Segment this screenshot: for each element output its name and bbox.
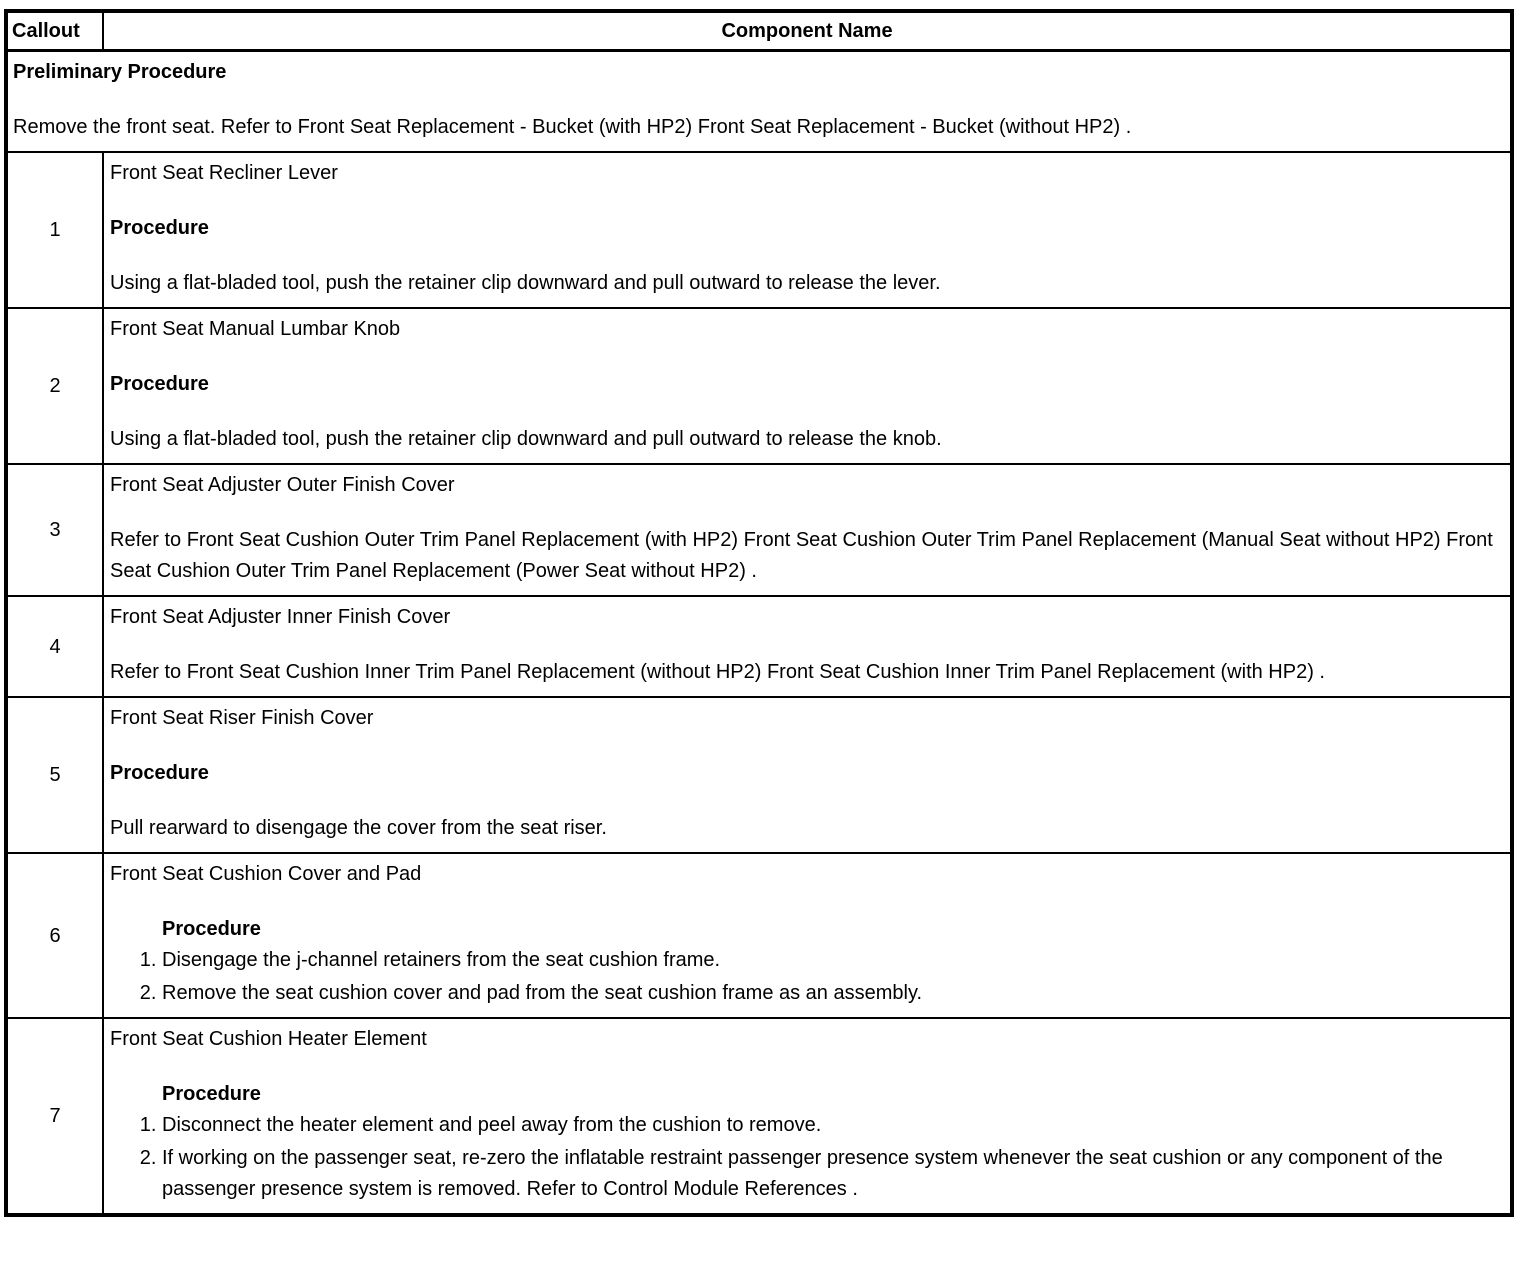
component-title: Front Seat Cushion Heater Element bbox=[110, 1028, 427, 1050]
procedure-label: Procedure bbox=[110, 373, 209, 395]
component-name-column-header: Component Name bbox=[103, 11, 1512, 51]
procedure-step: 2. Remove the seat cushion cover and pad from the seat cushion frame as an assembly. bbox=[162, 978, 1500, 1009]
callout-number: 1 bbox=[6, 152, 103, 308]
callout-number: 3 bbox=[6, 464, 103, 596]
component-title: Front Seat Recliner Lever bbox=[110, 162, 338, 184]
table-row-5 bbox=[6, 697, 1512, 853]
procedure-step: 1. Disengage the j-channel retainers from the seat cushion frame. bbox=[162, 945, 1500, 976]
component-cell bbox=[103, 853, 1512, 1018]
preliminary-procedure-row bbox=[6, 51, 1512, 153]
procedure-label: Procedure bbox=[110, 217, 209, 239]
table-row-6 bbox=[6, 853, 1512, 1018]
component-cell bbox=[103, 697, 1512, 853]
refer-text: Refer to Front Seat Cushion Outer Trim Panel Replacement (with HP2) Front Seat Cushion Outer Trim Panel Replacement (Manual Seat without HP2) Front Seat Cushion Outer Trim Panel Replacement (Power Seat without HP2) . bbox=[110, 529, 1493, 582]
procedure-text: Using a flat-bladed tool, push the retainer clip downward and pull outward to release the knob. bbox=[110, 428, 942, 450]
refer-text: Refer to Front Seat Cushion Inner Trim Panel Replacement (without HP2) Front Seat Cushion Inner Trim Panel Replacement (with HP2) . bbox=[110, 661, 1325, 683]
callout-number: 5 bbox=[6, 697, 103, 853]
procedure-label: Procedure bbox=[162, 1083, 261, 1105]
procedure-steps bbox=[110, 945, 1500, 1009]
callout-column-header: Callout bbox=[6, 11, 103, 51]
component-title: Front Seat Manual Lumbar Knob bbox=[110, 318, 401, 340]
preliminary-procedure-title: Preliminary Procedure bbox=[13, 61, 227, 83]
preliminary-procedure-text: Remove the front seat. Refer to Front Seat Replacement - Bucket (with HP2) Front Seat Replacement - Bucket (without HP2) . bbox=[13, 116, 1132, 138]
component-cell bbox=[103, 152, 1512, 308]
table-header-row bbox=[6, 11, 1512, 51]
procedure-text: Using a flat-bladed tool, push the retainer clip downward and pull outward to release the lever. bbox=[110, 272, 941, 294]
component-title: Front Seat Riser Finish Cover bbox=[110, 707, 374, 729]
procedure-step: 1. Disconnect the heater element and peel away from the cushion to remove. bbox=[162, 1110, 1500, 1141]
component-cell bbox=[103, 308, 1512, 464]
component-cell bbox=[103, 464, 1512, 596]
callout-number: 4 bbox=[6, 596, 103, 697]
table-row-1 bbox=[6, 152, 1512, 308]
table-row-4 bbox=[6, 596, 1512, 697]
component-title: Front Seat Cushion Cover and Pad bbox=[110, 863, 422, 885]
callout-number: 2 bbox=[6, 308, 103, 464]
callout-number: 7 bbox=[6, 1018, 103, 1215]
preliminary-procedure-cell bbox=[6, 51, 1512, 153]
component-title: Front Seat Adjuster Outer Finish Cover bbox=[110, 474, 455, 496]
component-cell bbox=[103, 596, 1512, 697]
table-row-7 bbox=[6, 1018, 1512, 1215]
table-row-2 bbox=[6, 308, 1512, 464]
component-title: Front Seat Adjuster Inner Finish Cover bbox=[110, 606, 451, 628]
procedure-label: Procedure bbox=[110, 762, 209, 784]
table-row-3 bbox=[6, 464, 1512, 596]
procedure-label: Procedure bbox=[162, 918, 261, 940]
procedure-steps bbox=[110, 1110, 1500, 1205]
component-callout-table bbox=[4, 9, 1514, 1217]
component-cell bbox=[103, 1018, 1512, 1215]
callout-number: 6 bbox=[6, 853, 103, 1018]
procedure-step: 2. If working on the passenger seat, re-zero the inflatable restraint passenger presence system whenever the seat cushion or any component of the passenger presence system is removed. Refer to Control Module References . bbox=[162, 1143, 1500, 1205]
procedure-text: Pull rearward to disengage the cover from the seat riser. bbox=[110, 817, 607, 839]
